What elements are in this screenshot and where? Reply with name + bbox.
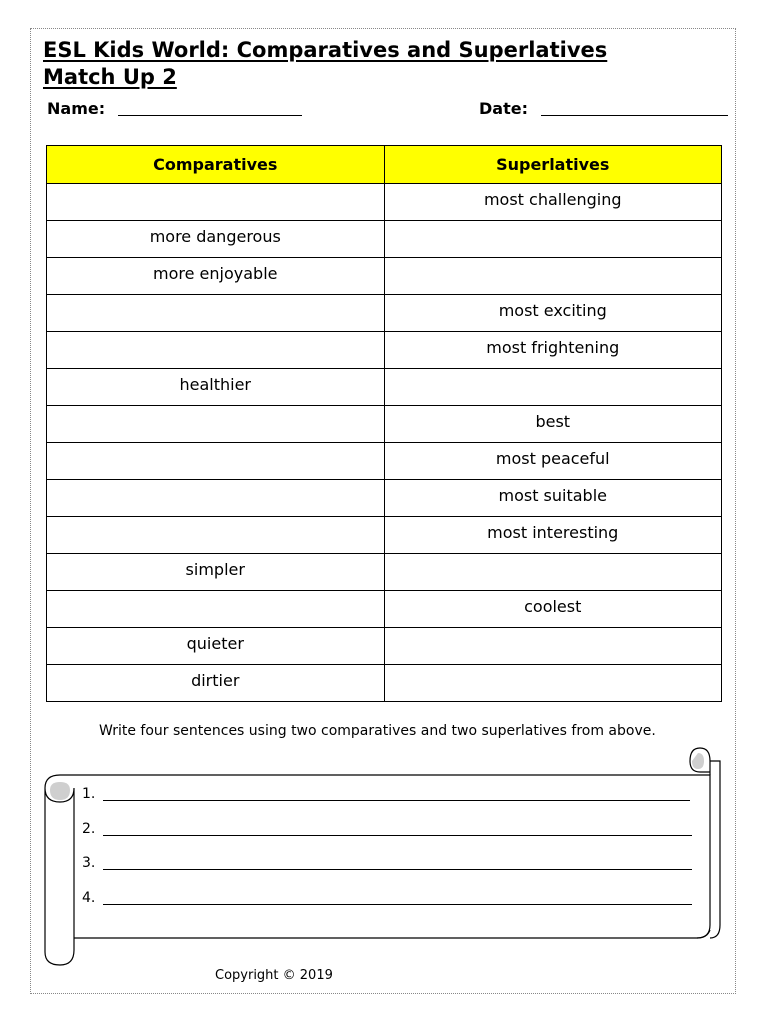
name-field-line[interactable] — [118, 115, 302, 116]
table-row — [47, 591, 722, 628]
comparative-cell[interactable]: healthier — [47, 369, 385, 406]
comparative-cell[interactable] — [47, 406, 385, 443]
superlative-cell[interactable]: most exciting — [384, 295, 722, 332]
comparative-cell[interactable] — [47, 517, 385, 554]
comparative-cell[interactable]: simpler — [47, 554, 385, 591]
comparative-cell[interactable] — [47, 184, 385, 221]
table-row — [47, 332, 722, 369]
matchup-table — [46, 145, 722, 702]
superlative-cell[interactable] — [384, 369, 722, 406]
date-label: Date: — [479, 99, 528, 118]
sentence-line[interactable] — [103, 800, 690, 801]
sentence-number: 1. — [82, 786, 96, 802]
scroll-banner — [40, 745, 730, 975]
comparative-cell[interactable] — [47, 332, 385, 369]
table-row — [47, 406, 722, 443]
name-label: Name: — [47, 99, 106, 118]
comparative-cell[interactable]: dirtier — [47, 665, 385, 702]
comparative-cell[interactable]: more dangerous — [47, 221, 385, 258]
scroll-curl-shading — [50, 782, 70, 800]
table-row — [47, 295, 722, 332]
comparative-cell[interactable] — [47, 591, 385, 628]
date-field-line[interactable] — [541, 115, 728, 116]
comparative-cell[interactable] — [47, 295, 385, 332]
sentence-line[interactable] — [103, 835, 692, 836]
superlative-cell[interactable] — [384, 628, 722, 665]
table-row — [47, 258, 722, 295]
sentence-number: 2. — [82, 821, 96, 837]
table-row — [47, 221, 722, 258]
superlative-cell[interactable]: most challenging — [384, 184, 722, 221]
table-row — [47, 665, 722, 702]
comparative-cell[interactable] — [47, 480, 385, 517]
title-line-2: Match Up 2 — [43, 65, 177, 89]
table-row — [47, 369, 722, 406]
superlative-cell[interactable]: most suitable — [384, 480, 722, 517]
superlative-cell[interactable]: most peaceful — [384, 443, 722, 480]
table-row — [47, 480, 722, 517]
worksheet-title — [43, 37, 723, 91]
superlative-cell[interactable]: most interesting — [384, 517, 722, 554]
sentence-number: 3. — [82, 855, 96, 871]
table-header-row — [47, 146, 722, 184]
comparative-cell[interactable]: more enjoyable — [47, 258, 385, 295]
superlative-cell[interactable]: coolest — [384, 591, 722, 628]
table-row — [47, 443, 722, 480]
copyright-text: Copyright © 2019 — [215, 968, 333, 983]
sentence-line[interactable] — [103, 904, 692, 905]
sentence-line[interactable] — [103, 869, 692, 870]
superlatives-header: Superlatives — [384, 146, 722, 184]
table-row — [47, 628, 722, 665]
table-row — [47, 517, 722, 554]
comparative-cell[interactable] — [47, 443, 385, 480]
superlative-cell[interactable] — [384, 258, 722, 295]
superlative-cell[interactable] — [384, 221, 722, 258]
superlative-cell[interactable]: most frightening — [384, 332, 722, 369]
title-line-1: ESL Kids World: Comparatives and Superlatives — [43, 38, 608, 62]
comparative-cell[interactable]: quieter — [47, 628, 385, 665]
superlative-cell[interactable] — [384, 665, 722, 702]
instructions-text: Write four sentences using two comparatives and two superlatives from above. — [99, 723, 656, 739]
table-row — [47, 554, 722, 591]
superlative-cell[interactable] — [384, 554, 722, 591]
superlative-cell[interactable]: best — [384, 406, 722, 443]
scroll-curl-shading — [692, 753, 704, 769]
sentence-number: 4. — [82, 890, 96, 906]
table-row — [47, 184, 722, 221]
comparatives-header: Comparatives — [47, 146, 385, 184]
